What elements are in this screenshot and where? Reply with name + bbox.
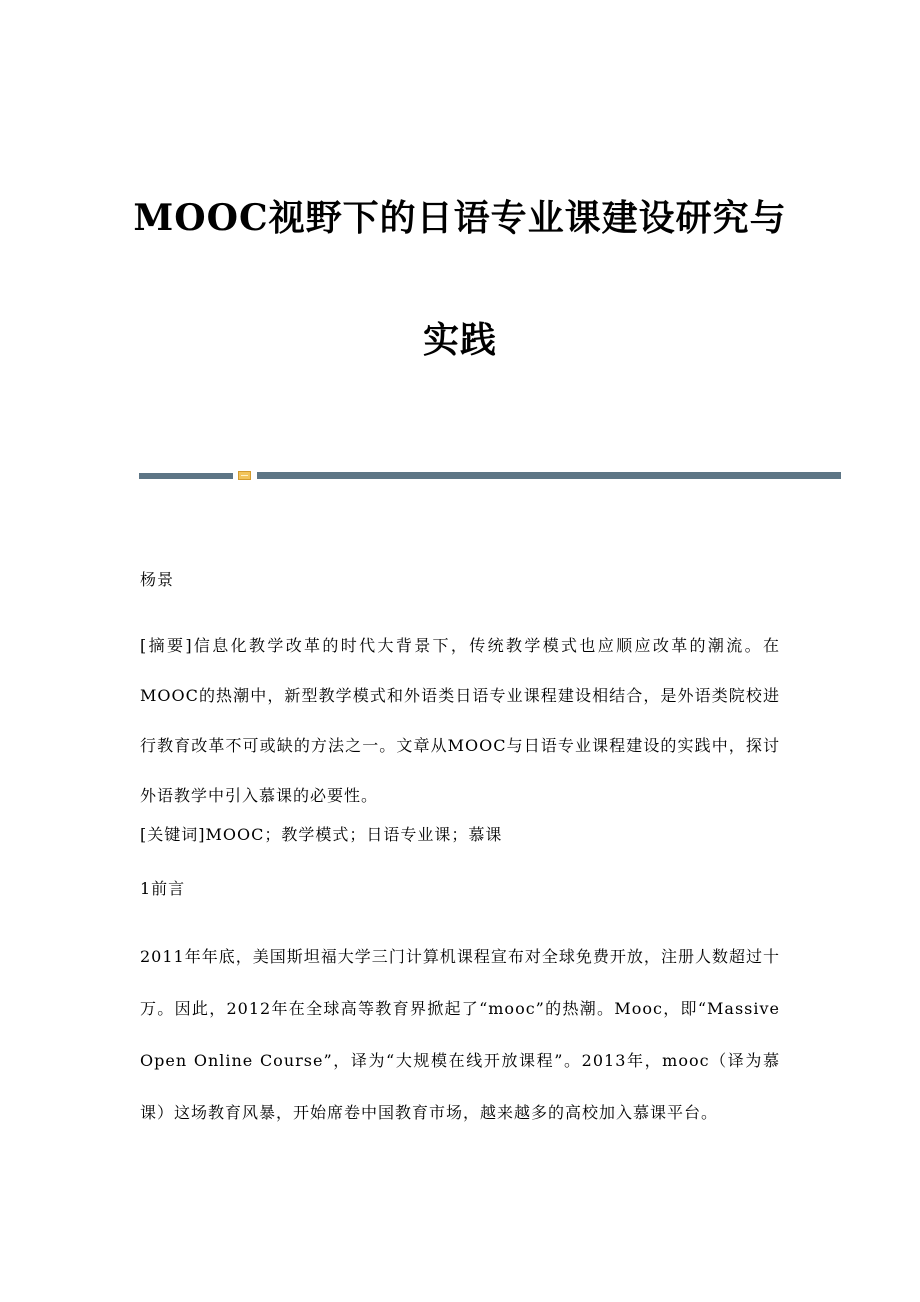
abstract-paragraph: [摘要]信息化教学改革的时代大背景下，传统教学模式也应顺应改革的潮流。在MOOC的热潮中，新型教学模式和外语类日语专业课程建设相结合，是外语类院校进行教育改革不可或缺的方法之一。文章从MOOC与日语专业课程建设的实践中，探讨外语教学中引入慕课的必要性。 [140,636,780,805]
document-title-line-1: MOOC视野下的日语专业课建设研究与 [133,197,787,239]
keywords-line: [关键词]MOOC；教学模式；日语专业课；慕课 [140,825,503,844]
divider-bar-right [257,472,841,479]
section-heading: 1前言 [140,879,186,898]
author-name: 杨景 [140,570,175,589]
divider-ornament-icon [238,471,251,480]
document-title-line-2: 实践 [422,319,497,361]
divider-bar-left [139,473,233,479]
section-paragraph: 2011年年底，美国斯坦福大学三门计算机课程宣布对全球免费开放，注册人数超过十万。因此，2012年在全球高等教育界掀起了“mooc”的热潮。Mooc，即“Massive Open Online Course”，译为“大规模在线开放课程”。2013年，mooc（译为慕课）这场教育风暴，开始席卷中国教育市场，越来越多的高校加入慕课平台。 [140,947,780,1122]
title-divider [139,471,841,480]
